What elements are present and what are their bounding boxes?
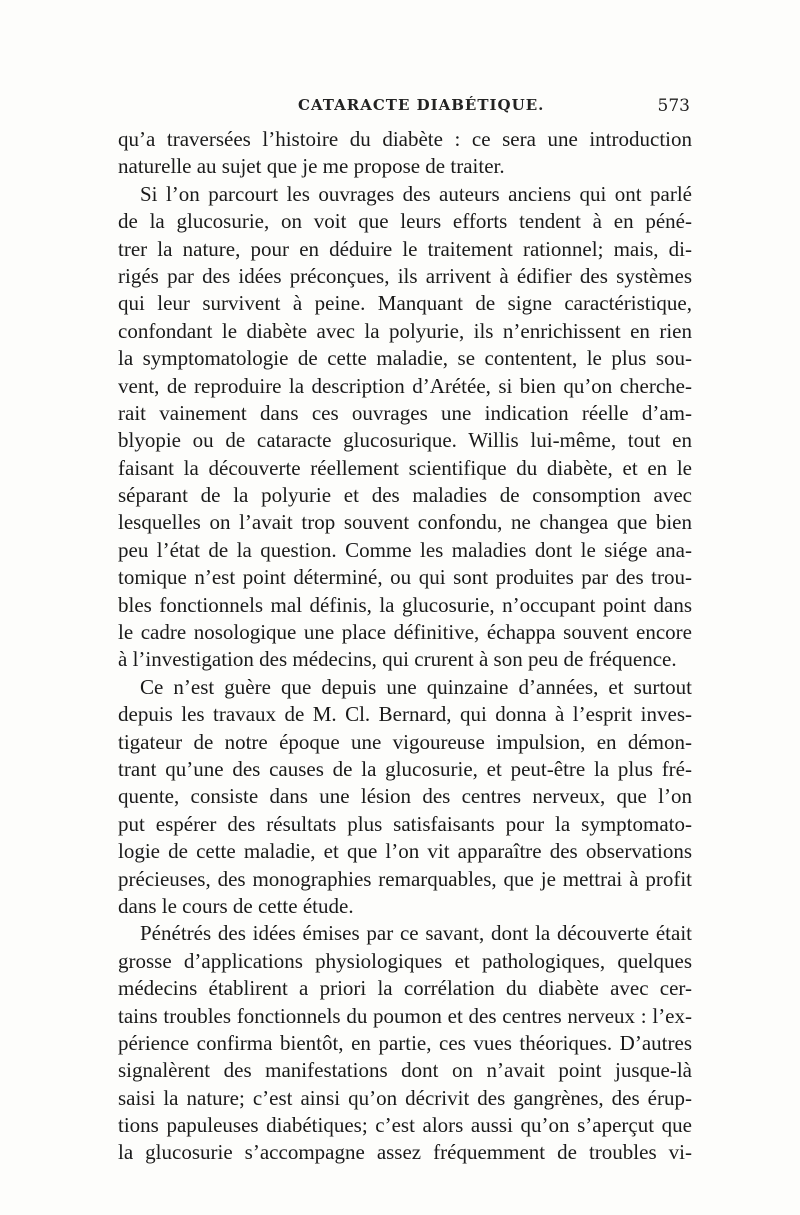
running-head [120,96,690,122]
text-line: confondant le diabète avec la polyurie, ils n’enrichissent en rien [118,318,692,343]
text-line: blyopie ou de cataracte glucosurique. Willis lui-même, tout en [118,428,692,453]
text-line: périence confirma bientôt, en partie, ces vues théoriques. D’autres [118,1030,692,1055]
text-line: peu l’état de la question. Comme les maladies dont le siége ana- [118,537,692,562]
text-line: dans le cours de cette étude. [118,893,354,918]
text-line: précieuses, des monographies remarquables, que je mettrai à profit [118,866,692,891]
text-line: depuis les travaux de M. Cl. Bernard, qui donna à l’esprit inves- [118,702,692,727]
text-line: médecins établirent a priori la corrélation du diabète avec cer- [118,976,692,1001]
text-line: Pénétrés des idées émises par ce savant, dont la découverte était [140,921,692,946]
text-line: le cadre nosologique une place définitive, échappa souvent encore [118,620,692,645]
text-line: de la glucosurie, on voit que leurs efforts tendent à en péné- [118,209,692,234]
text-line: séparant de la polyurie et des maladies de consomption avec [118,483,692,508]
text-line: à l’investigation des médecins, qui crurent à son peu de fréquence. [118,647,677,672]
text-line: vent, de reproduire la description d’Arétée, si bien qu’on cherche- [118,373,692,398]
body-text [118,126,692,1167]
page-number: 573 [657,96,690,116]
text-line: logie de cette maladie, et que l’on vit apparaître des observations [118,839,692,864]
text-line: trer la nature, pour en déduire le traitement rationnel; mais, di- [118,236,692,261]
text-line: Ce n’est guère que depuis une quinzaine d’années, et surtout [140,674,692,699]
text-line: tigateur de notre époque une vigoureuse impulsion, en démon- [118,729,692,754]
text-line: put espérer des résultats plus satisfaisants pour la symptomato- [118,811,692,836]
text-line: trant qu’une des causes de la glucosurie, et peut-être la plus fré- [118,756,692,781]
text-line: bles fonctionnels mal définis, la glucosurie, n’occupant point dans [118,592,692,617]
text-line: tomique n’est point déterminé, ou qui sont produites par des trou- [118,565,692,590]
text-line: saisi la nature; c’est ainsi qu’on décrivit des gangrènes, des érup- [118,1085,692,1110]
running-title: CATARACTE DIABÉTIQUE. [298,96,545,114]
text-line: faisant la découverte réellement scientifique du diabète, et en le [118,455,692,480]
text-line: tions papuleuses diabétiques; c’est alors aussi qu’on s’aperçut que [118,1113,692,1138]
text-line: lesquelles on l’avait trop souvent confondu, ne changea que bien [118,510,692,535]
text-line: rait vainement dans ces ouvrages une indication réelle d’am- [118,400,692,425]
text-line: qu’a traversées l’histoire du diabète : ce sera une introduction [118,127,692,151]
text-line: tains troubles fonctionnels du poumon et des centres nerveux : l’ex- [118,1003,692,1028]
text-line: la symptomatologie de cette maladie, se contentent, le plus sou- [118,346,692,371]
text-line: grosse d’applications physiologiques et pathologiques, quelques [118,948,692,973]
text-line: qui leur survivent à peine. Manquant de signe caractéristique, [118,291,692,316]
text-line: naturelle au sujet que je me propose de traiter. [118,154,505,179]
text-line: signalèrent des manifestations dont on n’avait point jusque-là [118,1058,692,1083]
text-line: Si l’on parcourt les ouvrages des auteurs anciens qui ont parlé [140,181,692,206]
text-line: rigés par des idées préconçues, ils arrivent à édifier des systèmes [118,263,692,288]
text-line: la glucosurie s’accompagne assez fréquemment de troubles vi- [118,1140,692,1165]
text-line: quente, consiste dans une lésion des centres nerveux, que l’on [118,784,692,809]
